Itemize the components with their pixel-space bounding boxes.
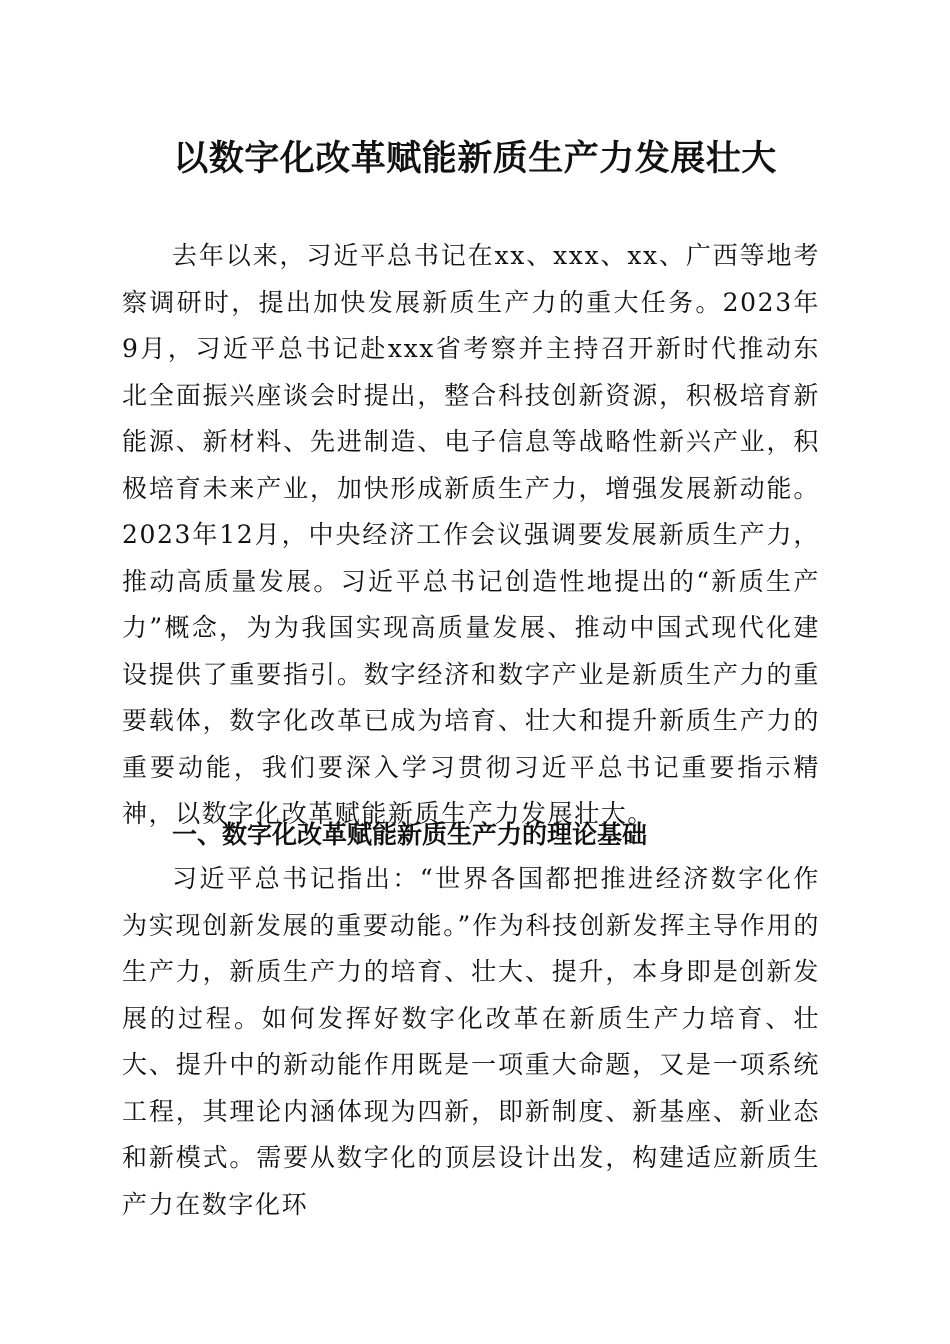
section-paragraph: 习近平总书记指出：“世界各国都把推进经济数字化作为实现创新发展的重要动能。”作为科技创新发挥主导作用的生产力，新质生产力的培育、壮大、提升，本身即是创新发展的过程。如何发挥好数字化改革在新质生产力培育、壮大、提升中的新动能作用既是一项重大命题，又是一项系统工程，其理论内涵体现为四新，即新制度、新基座、新业态和新模式。需要从数字化的顶层设计出发，构建适应新质生产力在数字化环: [122, 864, 820, 1219]
document-title: 以数字化改革赋能新质生产力发展壮大: [173, 138, 777, 179]
section-heading: 一、数字化改革赋能新质生产力的理论基础: [172, 820, 648, 849]
intro-paragraph: 去年以来，习近平总书记在xx、xxx、xx、广西等地考察调研时，提出加快发展新质生产力的重大任务。2023年9月，习近平总书记赴xxx省考察并主持召开新时代推动东北全面振兴座谈会时提出，整合科技创新资源，积极培育新能源、新材料、先进制造、电子信息等战略性新兴产业，积极培育未来产业，加快形成新质生产力，增强发展新动能。2023年12月，中央经济工作会议强调要发展新质生产力，推动高质量发展。习近平总书记创造性地提出的“新质生产力”概念，为为我国实现高质量发展、推动中国式现代化建设提供了重要指引。数字经济和数字产业是新质生产力的重要载体，数字化改革已成为培育、壮大和提升新质生产力的重要动能，我们要深入学习贯彻习近平总书记重要指示精神，以数字化改革赋能新质生产力发展壮大。: [122, 241, 820, 828]
